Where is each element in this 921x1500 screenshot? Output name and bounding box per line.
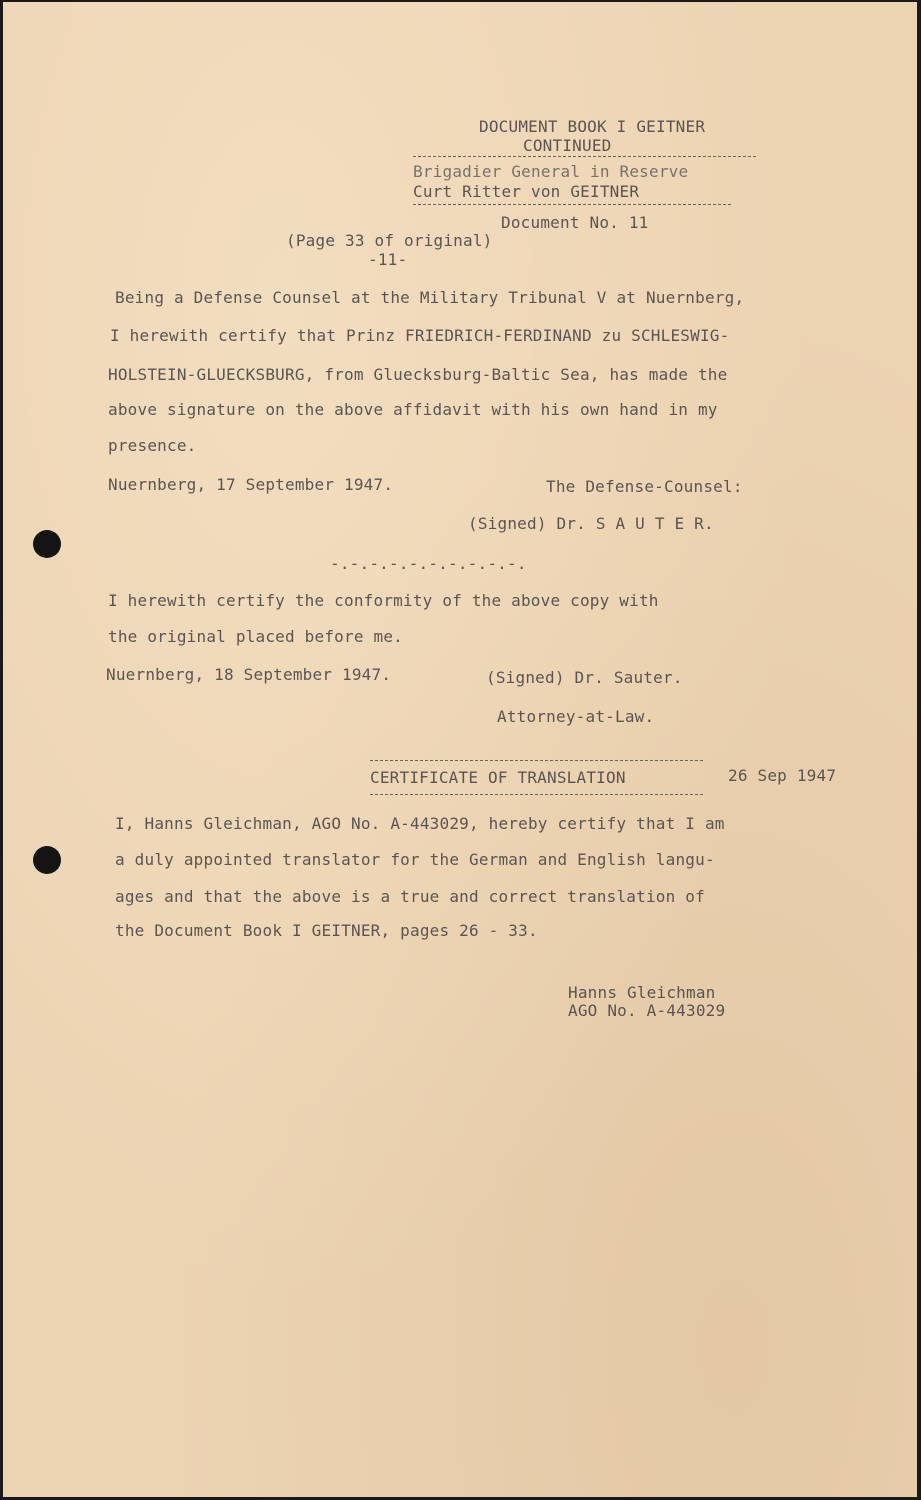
date-line-2: Nuernberg, 18 September 1947.: [106, 665, 392, 684]
punch-hole-bottom: [33, 846, 61, 874]
document-book-title: DOCUMENT BOOK I GEITNER: [479, 117, 706, 136]
document-number: Document No. 11: [501, 213, 649, 232]
certificate-title: CERTIFICATE OF TRANSLATION: [370, 768, 626, 787]
document-page: [3, 2, 917, 1497]
header-rule-2: [413, 204, 731, 205]
translator-name: Hanns Gleichman: [568, 983, 716, 1002]
certificate-line-1: I, Hanns Gleichman, AGO No. A-443029, hereby certify that I am: [115, 814, 725, 833]
punch-hole-top: [33, 530, 61, 558]
separator-line: -.-.-.-.-.-.-.-.-.-.: [330, 554, 527, 573]
defense-counsel-label: The Defense-Counsel:: [546, 477, 743, 496]
attorney-title: Attorney-at-Law.: [497, 707, 655, 726]
conformity-line-2: the original placed before me.: [108, 627, 403, 646]
certificate-rule-top: [370, 760, 703, 761]
date-line-1: Nuernberg, 17 September 1947.: [108, 475, 394, 494]
translator-ago-number: AGO No. A-443029: [568, 1001, 726, 1020]
header-rule-1: [413, 156, 756, 157]
certificate-line-4: the Document Book I GEITNER, pages 26 - 33.: [115, 921, 538, 940]
sauter-signature: (Signed) Dr. Sauter.: [486, 668, 683, 687]
certificate-date: 26 Sep 1947: [728, 766, 837, 785]
body-line-3: HOLSTEIN-GLUECKSBURG, from Gluecksburg-Baltic Sea, has made the: [108, 365, 728, 384]
body-line-1: Being a Defense Counsel at the Military Tribunal V at Nuernberg,: [115, 288, 745, 307]
certificate-line-3: ages and that the above is a true and correct translation of: [115, 887, 705, 906]
defendant-rank: Brigadier General in Reserve: [413, 162, 689, 181]
page-reference: (Page 33 of original): [286, 231, 493, 250]
body-line-2: I herewith certify that Prinz FRIEDRICH-FERDINAND zu SCHLESWIG-: [110, 326, 730, 345]
certificate-rule-bottom: [370, 794, 703, 795]
conformity-line-1: I herewith certify the conformity of the above copy with: [108, 591, 659, 610]
certificate-line-2: a duly appointed translator for the German and English langu-: [115, 850, 715, 869]
page-number: -11-: [368, 250, 408, 269]
continued-label: CONTINUED: [523, 136, 612, 155]
body-line-4: above signature on the above affidavit with his own hand in my: [108, 400, 718, 419]
body-line-5: presence.: [108, 436, 197, 455]
defense-counsel-signature: (Signed) Dr. S A U T E R.: [468, 514, 714, 533]
defendant-name: Curt Ritter von GEITNER: [413, 182, 640, 201]
